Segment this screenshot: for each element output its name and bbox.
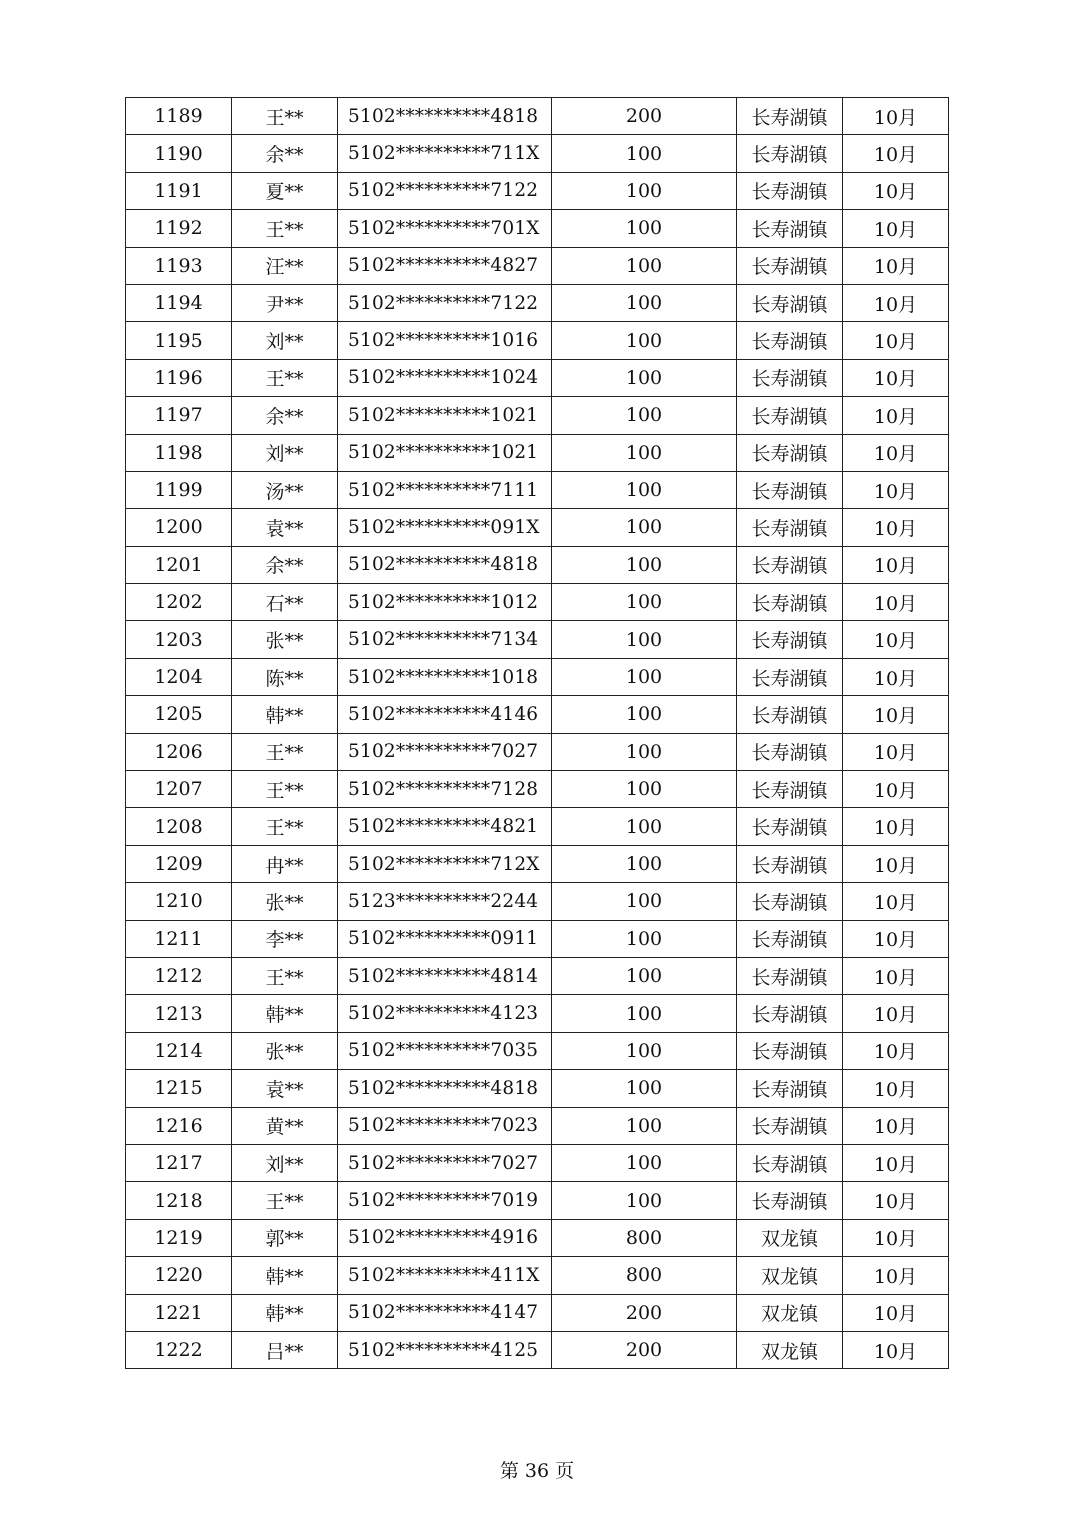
serial-cell: 1191 (126, 172, 232, 209)
name-cell: 韩** (232, 1294, 338, 1331)
town-cell: 长寿湖镇 (737, 771, 843, 808)
id-number-cell: 5123**********2244 (338, 883, 552, 920)
amount-cell: 100 (552, 210, 737, 247)
id-number-cell: 5102**********4147 (338, 1294, 552, 1331)
id-number-cell: 5102**********7023 (338, 1107, 552, 1144)
serial-cell: 1199 (126, 471, 232, 508)
month-cell: 10月 (843, 995, 949, 1032)
table-row (126, 509, 949, 546)
serial-cell: 1222 (126, 1331, 232, 1368)
id-number-cell: 5102**********1021 (338, 434, 552, 471)
amount-cell: 100 (552, 808, 737, 845)
serial-cell: 1195 (126, 322, 232, 359)
month-cell: 10月 (843, 322, 949, 359)
amount-cell: 100 (552, 584, 737, 621)
name-cell: 张** (232, 1032, 338, 1069)
serial-cell: 1192 (126, 210, 232, 247)
id-number-cell: 5102**********411X (338, 1257, 552, 1294)
table-row (126, 1331, 949, 1368)
serial-cell: 1221 (126, 1294, 232, 1331)
table-row (126, 359, 949, 396)
town-cell: 长寿湖镇 (737, 883, 843, 920)
amount-cell: 100 (552, 621, 737, 658)
town-cell: 长寿湖镇 (737, 808, 843, 845)
serial-cell: 1219 (126, 1219, 232, 1256)
name-cell: 王** (232, 808, 338, 845)
amount-cell: 100 (552, 434, 737, 471)
name-cell: 袁** (232, 1070, 338, 1107)
name-cell: 余** (232, 397, 338, 434)
name-cell: 夏** (232, 172, 338, 209)
table-row (126, 584, 949, 621)
amount-cell: 100 (552, 471, 737, 508)
amount-cell: 800 (552, 1257, 737, 1294)
name-cell: 韩** (232, 696, 338, 733)
table-row (126, 883, 949, 920)
id-number-cell: 5102**********091X (338, 509, 552, 546)
month-cell: 10月 (843, 621, 949, 658)
town-cell: 长寿湖镇 (737, 658, 843, 695)
id-number-cell: 5102**********4818 (338, 546, 552, 583)
month-cell: 10月 (843, 471, 949, 508)
serial-cell: 1189 (126, 98, 232, 135)
month-cell: 10月 (843, 808, 949, 845)
id-number-cell: 5102**********4818 (338, 1070, 552, 1107)
table-row (126, 1107, 949, 1144)
amount-cell: 100 (552, 135, 737, 172)
table-row (126, 546, 949, 583)
serial-cell: 1214 (126, 1032, 232, 1069)
amount-cell: 200 (552, 98, 737, 135)
amount-cell: 100 (552, 995, 737, 1032)
table-row (126, 1294, 949, 1331)
id-number-cell: 5102**********7122 (338, 172, 552, 209)
town-cell: 长寿湖镇 (737, 621, 843, 658)
serial-cell: 1220 (126, 1257, 232, 1294)
name-cell: 吕** (232, 1331, 338, 1368)
month-cell: 10月 (843, 546, 949, 583)
town-cell: 长寿湖镇 (737, 995, 843, 1032)
town-cell: 长寿湖镇 (737, 1182, 843, 1219)
serial-cell: 1208 (126, 808, 232, 845)
serial-cell: 1218 (126, 1182, 232, 1219)
table-row (126, 771, 949, 808)
serial-cell: 1217 (126, 1144, 232, 1181)
table-row (126, 658, 949, 695)
table-row (126, 98, 949, 135)
town-cell: 双龙镇 (737, 1294, 843, 1331)
table-row (126, 696, 949, 733)
month-cell: 10月 (843, 733, 949, 770)
serial-cell: 1213 (126, 995, 232, 1032)
table-row (126, 1144, 949, 1181)
amount-cell: 100 (552, 247, 737, 284)
town-cell: 长寿湖镇 (737, 98, 843, 135)
month-cell: 10月 (843, 359, 949, 396)
id-number-cell: 5102**********1012 (338, 584, 552, 621)
serial-cell: 1206 (126, 733, 232, 770)
name-cell: 袁** (232, 509, 338, 546)
id-number-cell: 5102**********7019 (338, 1182, 552, 1219)
serial-cell: 1211 (126, 920, 232, 957)
id-number-cell: 5102**********7128 (338, 771, 552, 808)
id-number-cell: 5102**********4827 (338, 247, 552, 284)
month-cell: 10月 (843, 658, 949, 695)
month-cell: 10月 (843, 397, 949, 434)
table-row (126, 1070, 949, 1107)
payment-table (125, 97, 949, 1369)
amount-cell: 200 (552, 1331, 737, 1368)
serial-cell: 1212 (126, 957, 232, 994)
amount-cell: 100 (552, 1032, 737, 1069)
name-cell: 李** (232, 920, 338, 957)
amount-cell: 200 (552, 1294, 737, 1331)
serial-cell: 1196 (126, 359, 232, 396)
amount-cell: 100 (552, 359, 737, 396)
town-cell: 长寿湖镇 (737, 135, 843, 172)
town-cell: 长寿湖镇 (737, 1070, 843, 1107)
table-row (126, 471, 949, 508)
serial-cell: 1198 (126, 434, 232, 471)
serial-cell: 1194 (126, 284, 232, 321)
town-cell: 双龙镇 (737, 1331, 843, 1368)
id-number-cell: 5102**********7027 (338, 733, 552, 770)
amount-cell: 100 (552, 1107, 737, 1144)
id-number-cell: 5102**********1018 (338, 658, 552, 695)
table-row (126, 397, 949, 434)
table-row (126, 210, 949, 247)
table-row (126, 1032, 949, 1069)
name-cell: 王** (232, 359, 338, 396)
amount-cell: 100 (552, 957, 737, 994)
table-row (126, 808, 949, 845)
month-cell: 10月 (843, 584, 949, 621)
town-cell: 长寿湖镇 (737, 434, 843, 471)
name-cell: 刘** (232, 1144, 338, 1181)
amount-cell: 100 (552, 1182, 737, 1219)
serial-cell: 1216 (126, 1107, 232, 1144)
town-cell: 长寿湖镇 (737, 210, 843, 247)
month-cell: 10月 (843, 920, 949, 957)
table-row (126, 1219, 949, 1256)
town-cell: 长寿湖镇 (737, 845, 843, 882)
name-cell: 韩** (232, 995, 338, 1032)
amount-cell: 100 (552, 920, 737, 957)
name-cell: 石** (232, 584, 338, 621)
serial-cell: 1197 (126, 397, 232, 434)
amount-cell: 100 (552, 397, 737, 434)
id-number-cell: 5102**********7035 (338, 1032, 552, 1069)
name-cell: 黄** (232, 1107, 338, 1144)
town-cell: 长寿湖镇 (737, 247, 843, 284)
month-cell: 10月 (843, 1257, 949, 1294)
month-cell: 10月 (843, 247, 949, 284)
name-cell: 王** (232, 771, 338, 808)
table-row (126, 1257, 949, 1294)
town-cell: 长寿湖镇 (737, 172, 843, 209)
table-row (126, 845, 949, 882)
table-row (126, 322, 949, 359)
id-number-cell: 5102**********1021 (338, 397, 552, 434)
id-number-cell: 5102**********701X (338, 210, 552, 247)
name-cell: 陈** (232, 658, 338, 695)
month-cell: 10月 (843, 1107, 949, 1144)
town-cell: 长寿湖镇 (737, 1032, 843, 1069)
name-cell: 王** (232, 1182, 338, 1219)
month-cell: 10月 (843, 1294, 949, 1331)
town-cell: 双龙镇 (737, 1219, 843, 1256)
month-cell: 10月 (843, 1182, 949, 1219)
month-cell: 10月 (843, 284, 949, 321)
amount-cell: 100 (552, 733, 737, 770)
name-cell: 刘** (232, 322, 338, 359)
month-cell: 10月 (843, 1219, 949, 1256)
serial-cell: 1205 (126, 696, 232, 733)
name-cell: 冉** (232, 845, 338, 882)
amount-cell: 100 (552, 771, 737, 808)
name-cell: 余** (232, 546, 338, 583)
id-number-cell: 5102**********7134 (338, 621, 552, 658)
name-cell: 韩** (232, 1257, 338, 1294)
table-row (126, 434, 949, 471)
table-row (126, 621, 949, 658)
month-cell: 10月 (843, 771, 949, 808)
month-cell: 10月 (843, 696, 949, 733)
id-number-cell: 5102**********712X (338, 845, 552, 882)
town-cell: 长寿湖镇 (737, 696, 843, 733)
serial-cell: 1209 (126, 845, 232, 882)
month-cell: 10月 (843, 1070, 949, 1107)
page-number: 第 36 页 (499, 1460, 575, 1482)
table-row (126, 995, 949, 1032)
table-row (126, 247, 949, 284)
id-number-cell: 5102**********711X (338, 135, 552, 172)
serial-cell: 1203 (126, 621, 232, 658)
town-cell: 长寿湖镇 (737, 1107, 843, 1144)
month-cell: 10月 (843, 172, 949, 209)
name-cell: 王** (232, 98, 338, 135)
id-number-cell: 5102**********1024 (338, 359, 552, 396)
month-cell: 10月 (843, 98, 949, 135)
serial-cell: 1200 (126, 509, 232, 546)
amount-cell: 100 (552, 696, 737, 733)
serial-cell: 1202 (126, 584, 232, 621)
name-cell: 王** (232, 210, 338, 247)
town-cell: 长寿湖镇 (737, 471, 843, 508)
amount-cell: 100 (552, 546, 737, 583)
name-cell: 王** (232, 733, 338, 770)
id-number-cell: 5102**********7027 (338, 1144, 552, 1181)
town-cell: 长寿湖镇 (737, 509, 843, 546)
town-cell: 长寿湖镇 (737, 920, 843, 957)
town-cell: 长寿湖镇 (737, 322, 843, 359)
amount-cell: 100 (552, 509, 737, 546)
month-cell: 10月 (843, 1032, 949, 1069)
name-cell: 张** (232, 883, 338, 920)
town-cell: 长寿湖镇 (737, 359, 843, 396)
serial-cell: 1190 (126, 135, 232, 172)
town-cell: 长寿湖镇 (737, 957, 843, 994)
name-cell: 刘** (232, 434, 338, 471)
name-cell: 郭** (232, 1219, 338, 1256)
amount-cell: 100 (552, 883, 737, 920)
amount-cell: 100 (552, 1070, 737, 1107)
town-cell: 长寿湖镇 (737, 733, 843, 770)
serial-cell: 1215 (126, 1070, 232, 1107)
amount-cell: 800 (552, 1219, 737, 1256)
name-cell: 张** (232, 621, 338, 658)
id-number-cell: 5102**********7122 (338, 284, 552, 321)
id-number-cell: 5102**********4814 (338, 957, 552, 994)
name-cell: 余** (232, 135, 338, 172)
id-number-cell: 5102**********0911 (338, 920, 552, 957)
town-cell: 长寿湖镇 (737, 1144, 843, 1181)
month-cell: 10月 (843, 883, 949, 920)
id-number-cell: 5102**********4818 (338, 98, 552, 135)
amount-cell: 100 (552, 1144, 737, 1181)
id-number-cell: 5102**********4123 (338, 995, 552, 1032)
serial-cell: 1201 (126, 546, 232, 583)
town-cell: 长寿湖镇 (737, 584, 843, 621)
id-number-cell: 5102**********4125 (338, 1331, 552, 1368)
month-cell: 10月 (843, 434, 949, 471)
town-cell: 双龙镇 (737, 1257, 843, 1294)
amount-cell: 100 (552, 284, 737, 321)
month-cell: 10月 (843, 957, 949, 994)
serial-cell: 1204 (126, 658, 232, 695)
serial-cell: 1207 (126, 771, 232, 808)
table-row (126, 172, 949, 209)
table-row (126, 1182, 949, 1219)
id-number-cell: 5102**********1016 (338, 322, 552, 359)
amount-cell: 100 (552, 322, 737, 359)
name-cell: 汤** (232, 471, 338, 508)
table-row (126, 957, 949, 994)
table-row (126, 920, 949, 957)
serial-cell: 1210 (126, 883, 232, 920)
month-cell: 10月 (843, 509, 949, 546)
month-cell: 10月 (843, 210, 949, 247)
serial-cell: 1193 (126, 247, 232, 284)
table-row (126, 733, 949, 770)
town-cell: 长寿湖镇 (737, 546, 843, 583)
amount-cell: 100 (552, 172, 737, 209)
month-cell: 10月 (843, 845, 949, 882)
town-cell: 长寿湖镇 (737, 284, 843, 321)
id-number-cell: 5102**********4821 (338, 808, 552, 845)
table-row (126, 135, 949, 172)
name-cell: 王** (232, 957, 338, 994)
id-number-cell: 5102**********7111 (338, 471, 552, 508)
id-number-cell: 5102**********4916 (338, 1219, 552, 1256)
month-cell: 10月 (843, 135, 949, 172)
month-cell: 10月 (843, 1331, 949, 1368)
amount-cell: 100 (552, 658, 737, 695)
payment-table-body (126, 98, 949, 1369)
table-row (126, 284, 949, 321)
name-cell: 尹** (232, 284, 338, 321)
name-cell: 汪** (232, 247, 338, 284)
month-cell: 10月 (843, 1144, 949, 1181)
town-cell: 长寿湖镇 (737, 397, 843, 434)
amount-cell: 100 (552, 845, 737, 882)
id-number-cell: 5102**********4146 (338, 696, 552, 733)
